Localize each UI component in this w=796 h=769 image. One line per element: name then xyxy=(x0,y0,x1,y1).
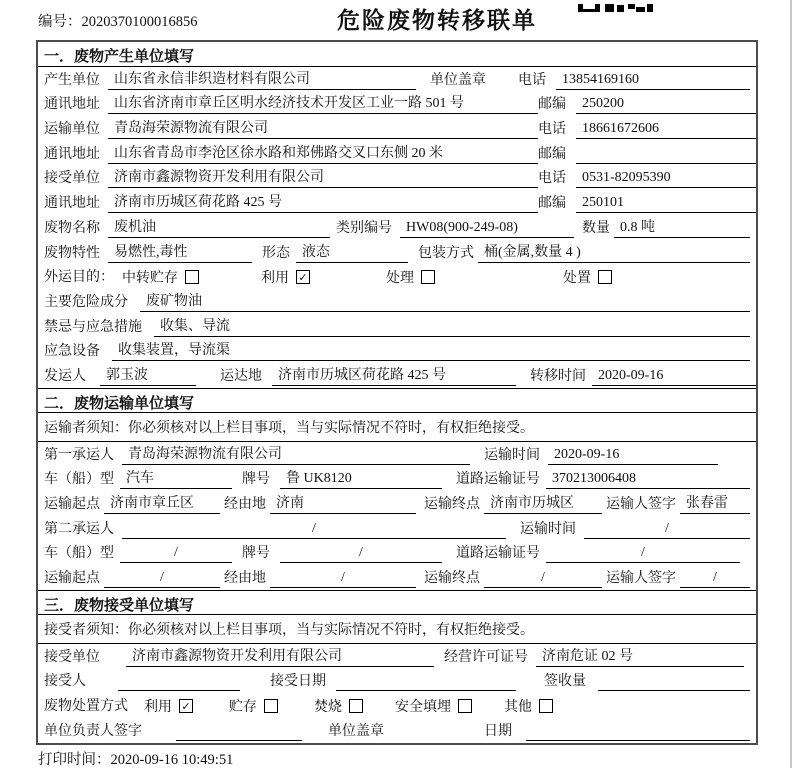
form-row xyxy=(38,240,756,265)
field-value: / xyxy=(584,521,750,539)
checked-checkbox: ✓ xyxy=(296,270,310,284)
checkbox-label: 利用 xyxy=(144,700,172,716)
field-value: 山东省永信非织造材料有限公司 xyxy=(108,68,416,90)
form-row xyxy=(38,565,756,590)
field-value: 废机油 xyxy=(108,216,330,238)
print-time xyxy=(38,748,233,769)
field-label: 日期 xyxy=(484,723,512,739)
field-label: 车（船）型 xyxy=(44,472,114,488)
checkbox-group xyxy=(229,696,278,718)
field-value: / xyxy=(546,545,740,563)
field-value: 济南市历城区荷花路 425 号 xyxy=(272,364,516,386)
field-label: 接受单位 xyxy=(44,649,100,665)
field-label: 经营许可证号 xyxy=(444,649,528,665)
field-value: 汽车 xyxy=(120,467,232,489)
field-label: 运输时间 xyxy=(520,521,576,537)
field-label: 运输单位 xyxy=(44,122,100,138)
field-label: 单位负责人签字 xyxy=(44,723,142,739)
field-value: 济南危证 02 号 xyxy=(536,645,744,667)
checked-checkbox: ✓ xyxy=(179,699,193,713)
form-row xyxy=(38,467,756,492)
field-value: / xyxy=(120,545,232,563)
field-label: 经由地 xyxy=(224,571,266,587)
form-row xyxy=(38,190,756,215)
field-label: 禁忌与应急措施 xyxy=(44,319,142,335)
field-label: 运输人签字 xyxy=(606,571,676,587)
field-label: 道路运输证号 xyxy=(456,472,540,488)
field-value: 液态 xyxy=(296,241,408,263)
section-title: 二．废物运输单位填写 xyxy=(38,388,756,413)
field-label: 接受单位 xyxy=(44,171,100,187)
blank-field xyxy=(336,689,516,691)
section-title: 三．废物接受单位填写 xyxy=(38,590,756,615)
checkbox-group xyxy=(122,267,199,289)
field-label: 接受人 xyxy=(44,674,86,690)
field-value: 18661672606 xyxy=(576,121,756,139)
field-value: / xyxy=(280,545,442,563)
checkbox-label: 处置 xyxy=(563,271,591,287)
doc-number-label: 编号： xyxy=(38,14,82,30)
section-producer-fill xyxy=(38,42,756,388)
field-value: 桶(金属,数量 4 ) xyxy=(478,241,750,263)
field-value: 济南市章丘区 xyxy=(104,492,220,514)
form-row xyxy=(38,541,756,566)
blank-field xyxy=(576,162,756,164)
field-label: 电话 xyxy=(538,122,566,138)
checkbox-group xyxy=(386,267,435,289)
form-row xyxy=(38,67,756,92)
field-value: 370213006408 xyxy=(546,471,750,489)
field-label: 主要危险成分 xyxy=(44,294,128,310)
manifest-form-table xyxy=(36,40,758,745)
field-label: 外运目的： xyxy=(44,270,114,286)
field-label: 产生单位 xyxy=(44,72,100,88)
blank-field xyxy=(598,689,750,691)
checkbox-label: 焚烧 xyxy=(314,700,342,716)
checkbox-label: 利用 xyxy=(261,271,289,287)
checkbox-group xyxy=(563,267,612,289)
print-time-label: 打印时间： xyxy=(38,752,111,768)
field-value: 2020-09-16 xyxy=(592,368,756,386)
checkbox-label: 中转贮存 xyxy=(122,271,178,287)
form-row xyxy=(38,215,756,240)
field-value: 250200 xyxy=(576,96,756,114)
field-value: 0531-82095390 xyxy=(576,170,756,188)
field-value: / xyxy=(122,521,506,539)
field-label: 第一承运人 xyxy=(44,447,114,463)
blank-field xyxy=(526,739,750,741)
field-label: 运输起点 xyxy=(44,571,100,587)
field-value: 13854169160 xyxy=(556,72,750,90)
checkbox-group xyxy=(314,696,363,718)
field-label: 通讯地址 xyxy=(44,146,100,162)
page-edge-divider xyxy=(790,0,792,768)
field-label: 牌号 xyxy=(242,472,270,488)
field-label: 邮编 xyxy=(538,196,566,212)
checkbox-group xyxy=(395,696,472,718)
section-rows xyxy=(38,644,756,743)
field-label: 签收量 xyxy=(544,674,586,690)
field-value: / xyxy=(104,570,220,588)
field-label: 第二承运人 xyxy=(44,521,114,537)
field-label: 通讯地址 xyxy=(44,196,100,212)
checkbox-label: 贮存 xyxy=(229,700,257,716)
field-label: 运达地 xyxy=(220,368,262,384)
field-value: 郭玉波 xyxy=(100,364,196,386)
field-value: 2020-09-16 xyxy=(548,447,718,465)
field-value: 济南市鑫源物资开发利用有限公司 xyxy=(126,645,434,667)
page-title: 危险废物转移联单 xyxy=(337,8,537,33)
field-label: 运输起点 xyxy=(44,497,100,512)
field-label: 接受日期 xyxy=(270,674,326,690)
checkbox-label: 处理 xyxy=(386,271,414,287)
checkbox-group xyxy=(504,696,553,718)
field-value: 鲁 UK8120 xyxy=(280,467,442,489)
field-label: 形态 xyxy=(262,245,290,261)
form-row xyxy=(38,693,756,718)
field-value: 250101 xyxy=(576,195,756,213)
field-label: 电话 xyxy=(518,72,546,88)
field-label: 类别编号 xyxy=(336,220,392,236)
field-label: 包装方式 xyxy=(418,245,474,261)
field-value: / xyxy=(680,570,750,588)
form-row xyxy=(38,289,756,314)
print-time-value: 2020-09-16 10:49:51 xyxy=(110,752,234,768)
form-row xyxy=(38,92,756,117)
form-row xyxy=(38,265,756,290)
field-label: 运输终点 xyxy=(424,497,480,512)
checkbox xyxy=(421,270,435,284)
field-value: 0.8 吨 xyxy=(614,216,750,238)
field-value: / xyxy=(270,570,416,588)
field-label: 道路运输证号 xyxy=(456,546,540,562)
blank-field xyxy=(176,739,302,741)
receiver-notice: 接受者须知：你必须核对以上栏目事项，当与实际情况不符时，有权拒绝接受。 xyxy=(38,615,756,644)
checkbox xyxy=(539,699,553,713)
form-row xyxy=(38,669,756,694)
blank-field xyxy=(118,689,240,691)
field-value: 废矿物油 xyxy=(140,290,750,312)
field-label: 单位盖章 xyxy=(328,723,384,739)
doc-number-value: 2020370100016856 xyxy=(81,14,198,30)
field-value: / xyxy=(484,570,602,588)
field-label: 邮编 xyxy=(538,97,566,113)
field-label: 废物处置方式 xyxy=(44,699,128,715)
field-label: 通讯地址 xyxy=(44,97,100,113)
form-row xyxy=(38,718,756,743)
document-header xyxy=(0,0,796,40)
form-row xyxy=(38,442,756,467)
field-label: 数量 xyxy=(582,220,610,236)
form-row xyxy=(38,116,756,141)
checkbox-group xyxy=(261,267,310,289)
checkbox xyxy=(264,699,278,713)
qr-code-fragment-icon xyxy=(578,0,653,18)
field-value: 收集、导流 xyxy=(154,315,750,337)
checkbox xyxy=(458,699,472,713)
form-row xyxy=(38,363,756,388)
transporter-notice: 运输者须知：你必须核对以上栏目事项，当与实际情况不符时，有权拒绝接受。 xyxy=(38,413,756,442)
field-label: 车（船）型 xyxy=(44,546,114,562)
checkbox-group xyxy=(144,696,193,718)
field-value: 易燃性,毒性 xyxy=(108,241,252,263)
section-transporter-fill xyxy=(38,388,756,590)
field-value: 张春雷 xyxy=(680,492,750,514)
field-value: 济南市历城区 xyxy=(484,492,602,514)
field-label: 应急设备 xyxy=(44,344,100,360)
checkbox xyxy=(349,699,363,713)
field-label: 发运人 xyxy=(44,368,86,384)
field-label: 转移时间 xyxy=(530,368,586,384)
form-row xyxy=(38,166,756,191)
checkbox xyxy=(598,270,612,284)
form-row xyxy=(38,644,756,669)
field-label: 邮编 xyxy=(538,146,566,162)
field-label: 经由地 xyxy=(224,497,266,512)
section-receiver-fill xyxy=(38,590,756,743)
field-value: 青岛海荣源物流有限公司 xyxy=(108,117,538,139)
field-label: 牌号 xyxy=(242,546,270,562)
section-title: 一．废物产生单位填写 xyxy=(38,42,756,67)
form-row xyxy=(38,516,756,541)
field-label: 废物特性 xyxy=(44,245,100,261)
form-row xyxy=(38,141,756,166)
field-label: 电话 xyxy=(538,171,566,187)
section-rows xyxy=(38,442,756,590)
checkbox-label: 其他 xyxy=(504,700,532,716)
field-value: 收集装置，导流渠 xyxy=(112,339,750,361)
field-label: 单位盖章 xyxy=(430,72,486,88)
field-value: 济南市历城区荷花路 425 号 xyxy=(108,191,538,213)
field-value: 青岛海荣源物流有限公司 xyxy=(122,443,470,465)
section-rows xyxy=(38,67,756,388)
field-label: 废物名称 xyxy=(44,220,100,236)
field-value: 山东省济南市章丘区明水经济技术开发区工业一路 501 号 xyxy=(108,92,538,114)
field-label: 运输终点 xyxy=(424,571,480,587)
checkbox xyxy=(185,270,199,284)
field-value: HW08(900-249-08) xyxy=(400,220,574,238)
field-label: 运输时间 xyxy=(484,447,540,463)
field-label: 运输人签字 xyxy=(606,497,676,512)
form-row xyxy=(38,491,756,516)
field-value: 济南 xyxy=(270,492,416,514)
checkbox-label: 安全填埋 xyxy=(395,700,451,716)
field-value: 山东省青岛市李沧区徐水路和郑佛路交叉口东侧 20 米 xyxy=(108,142,538,164)
form-row xyxy=(38,314,756,339)
form-row xyxy=(38,339,756,364)
field-value: 济南市鑫源物资开发利用有限公司 xyxy=(108,166,538,188)
